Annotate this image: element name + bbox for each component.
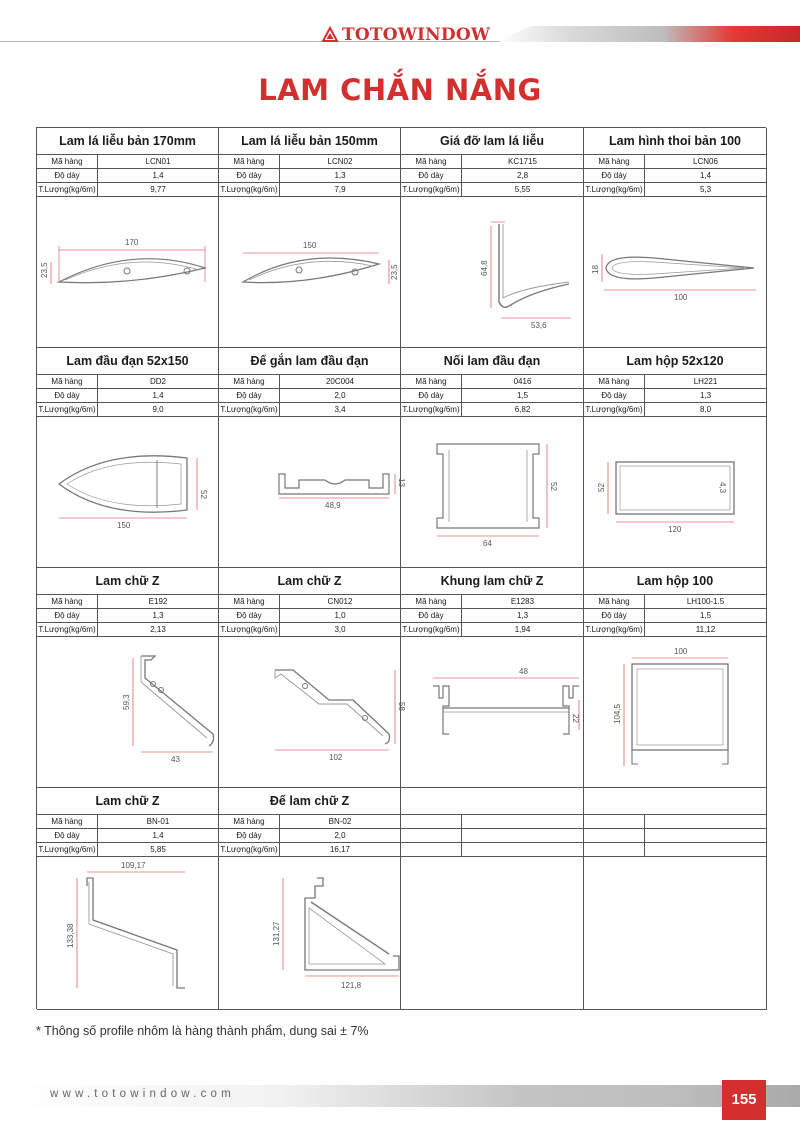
- dim-label: 4,3: [718, 482, 727, 494]
- spec-row-weight: [219, 183, 400, 197]
- profile-drawing: [584, 638, 766, 788]
- spec-label: Mã hàng: [584, 375, 645, 388]
- empty-title: [401, 788, 583, 815]
- product-card: [401, 348, 584, 568]
- product-title: Đế lam chữ Z: [219, 788, 400, 815]
- product-card: [584, 568, 767, 788]
- spec-value: 5,55: [514, 185, 531, 194]
- profile-z-bn01-icon: [37, 858, 219, 1010]
- profile-leaf-150-icon: [219, 198, 401, 348]
- spec-label: Độ dày: [401, 609, 462, 622]
- spec-label: T.Lượng(kg/6m): [584, 403, 645, 416]
- dim-label: 48: [519, 667, 528, 676]
- profile-drawing: [401, 198, 583, 348]
- spec-label: Mã hàng: [401, 375, 462, 388]
- product-title: Đế gắn lam đầu đạn: [219, 348, 400, 375]
- dim-label: 104,5: [613, 703, 622, 724]
- dim-label: 13: [397, 478, 406, 487]
- dim-label: 100: [674, 293, 688, 302]
- dim-label: 53,6: [531, 321, 547, 330]
- spec-value: 16,17: [329, 845, 351, 854]
- spec-row-code: [219, 815, 400, 829]
- spec-value: 6,82: [514, 405, 531, 414]
- spec-row-code: [401, 595, 583, 609]
- profile-drawing: [584, 198, 766, 348]
- empty-row: [584, 829, 766, 843]
- dim-label: 170: [125, 238, 139, 247]
- spec-row-code: [584, 375, 766, 389]
- spec-row-thickness: [37, 609, 218, 623]
- profile-drawing: [219, 858, 400, 1010]
- empty-row: [584, 815, 766, 829]
- header-stripes: [495, 26, 800, 42]
- spec-label: Mã hàng: [37, 595, 98, 608]
- dim-label: 131,27: [272, 921, 281, 946]
- product-card: [401, 128, 584, 348]
- spec-label: Độ dày: [219, 609, 280, 622]
- spec-row-weight: [37, 183, 218, 197]
- spec-label: T.Lượng(kg/6m): [401, 183, 462, 196]
- dim-label: 100: [674, 647, 688, 656]
- empty-card: [584, 788, 767, 1010]
- spec-value: E1283: [510, 597, 535, 606]
- product-card: [219, 568, 406, 788]
- spec-label: Mã hàng: [219, 595, 280, 608]
- spec-row-weight: [584, 403, 766, 417]
- dim-label: 150: [303, 241, 317, 250]
- spec-value: LCN02: [327, 157, 353, 166]
- dim-label: 23,5: [40, 262, 49, 278]
- spec-row-thickness: [219, 389, 400, 403]
- spec-value: 9,77: [150, 185, 166, 194]
- product-card: [219, 128, 401, 348]
- dim-label: 120: [668, 525, 682, 534]
- spec-value: 20C004: [325, 377, 355, 386]
- spec-label: T.Lượng(kg/6m): [37, 843, 98, 856]
- profile-drawing: [219, 198, 400, 348]
- spec-label: Độ dày: [37, 609, 98, 622]
- profile-bullet-icon: [37, 418, 219, 568]
- product-title: Nối lam đầu đạn: [401, 348, 583, 375]
- spec-label: Mã hàng: [584, 595, 645, 608]
- empty-row: [584, 843, 766, 857]
- empty-row: [401, 829, 583, 843]
- product-title: Khung lam chữ Z: [401, 568, 583, 595]
- spec-row-thickness: [584, 169, 766, 183]
- spec-label: T.Lượng(kg/6m): [584, 183, 645, 196]
- spec-row-weight: [37, 623, 218, 637]
- spec-value: 9,0: [152, 405, 164, 414]
- profile-drawing: [37, 198, 218, 348]
- spec-row-thickness: [37, 169, 218, 183]
- spec-label: Mã hàng: [401, 595, 462, 608]
- spec-label: Độ dày: [37, 829, 98, 842]
- spec-label: T.Lượng(kg/6m): [37, 623, 98, 636]
- product-title: Lam chữ Z: [219, 568, 400, 595]
- spec-value: 1,3: [516, 611, 529, 620]
- profile-rhombus-icon: [584, 198, 767, 348]
- spec-row-thickness: [37, 389, 218, 403]
- product-title: Lam hộp 52x120: [584, 348, 766, 375]
- spec-value: 1,5: [699, 611, 712, 620]
- dim-label: 23,5: [390, 264, 399, 280]
- dim-label: 102: [329, 753, 343, 762]
- dim-label: 59,3: [122, 694, 131, 710]
- spec-value: 3,4: [334, 405, 346, 414]
- profile-bracket-icon: [401, 198, 584, 348]
- spec-label: Độ dày: [37, 169, 98, 182]
- dim-label: 150: [117, 521, 131, 530]
- product-card: [584, 128, 767, 348]
- spec-value: 3,0: [334, 625, 346, 634]
- spec-label: T.Lượng(kg/6m): [37, 183, 98, 196]
- spec-value: 1,3: [699, 391, 712, 400]
- dim-label: 121,8: [341, 981, 362, 990]
- page-footer: [0, 1080, 800, 1120]
- product-card: [37, 128, 219, 348]
- profile-z-e192-icon: [37, 638, 219, 788]
- dim-label: 133,38: [66, 923, 75, 948]
- website-link[interactable]: www.totowindow.com: [50, 1088, 235, 1100]
- profile-z-base-icon: [219, 858, 401, 1010]
- spec-row-thickness: [401, 389, 583, 403]
- spec-value: 1,0: [334, 611, 346, 620]
- spec-label: Độ dày: [584, 169, 645, 182]
- profile-base-icon: [219, 418, 406, 568]
- spec-label: Độ dày: [584, 609, 645, 622]
- empty-title: [584, 788, 766, 815]
- spec-value: 1,4: [152, 831, 164, 840]
- product-card: [401, 568, 584, 788]
- empty-key: [584, 829, 645, 842]
- spec-value: 1,3: [152, 611, 164, 620]
- spec-value: 5,3: [699, 185, 712, 194]
- empty-row: [401, 815, 583, 829]
- spec-value: E192: [148, 597, 168, 606]
- spec-value: 8,0: [699, 405, 712, 414]
- product-title: Lam đầu đạn 52x150: [37, 348, 218, 375]
- spec-value: 2,8: [516, 171, 529, 180]
- spec-row-weight: [401, 403, 583, 417]
- spec-row-weight: [401, 623, 583, 637]
- spec-label: T.Lượng(kg/6m): [219, 403, 280, 416]
- profile-frame-z-icon: [401, 638, 584, 788]
- spec-value: 1,4: [152, 391, 164, 400]
- spec-label: Độ dày: [219, 829, 280, 842]
- spec-label: Độ dày: [584, 389, 645, 402]
- spec-label: T.Lượng(kg/6m): [37, 403, 98, 416]
- product-title: Lam chữ Z: [37, 788, 218, 815]
- spec-label: Độ dày: [219, 389, 280, 402]
- brand-name: TOTOWINDOW: [342, 25, 491, 45]
- dim-label: 43: [171, 755, 180, 764]
- spec-value: LH100-1.5: [686, 597, 725, 606]
- spec-label: T.Lượng(kg/6m): [219, 183, 280, 196]
- spec-value: 1,94: [514, 625, 531, 634]
- spec-row-weight: [37, 403, 218, 417]
- product-card: [219, 348, 406, 568]
- profile-z-cn012-icon: [219, 638, 406, 788]
- spec-label: T.Lượng(kg/6m): [219, 623, 280, 636]
- spec-value: 1,4: [699, 171, 712, 180]
- profile-box-52x120-icon: [584, 418, 767, 568]
- spec-row-weight: [584, 623, 766, 637]
- spec-label: Mã hàng: [37, 375, 98, 388]
- spec-label: Mã hàng: [401, 155, 462, 168]
- product-card: [37, 788, 219, 1010]
- product-title: Lam chữ Z: [37, 568, 218, 595]
- spec-label: Độ dày: [401, 169, 462, 182]
- spec-value: 1,3: [334, 171, 346, 180]
- empty-key: [584, 843, 645, 856]
- profile-drawing: [219, 418, 406, 568]
- spec-label: Mã hàng: [219, 375, 280, 388]
- spec-label: T.Lượng(kg/6m): [584, 623, 645, 636]
- spec-value: 2,0: [334, 831, 346, 840]
- spec-row-thickness: [401, 609, 583, 623]
- spec-label: T.Lượng(kg/6m): [219, 843, 280, 856]
- spec-value: LH221: [693, 377, 718, 386]
- product-title: Giá đỡ lam lá liễu: [401, 128, 583, 155]
- dim-label: 52: [549, 482, 558, 491]
- spec-label: Độ dày: [219, 169, 280, 182]
- empty-key: [401, 815, 462, 828]
- page-header: [0, 0, 800, 60]
- empty-card: [401, 788, 584, 1010]
- product-title: Lam hộp 100: [584, 568, 766, 595]
- spec-row-code: [37, 375, 218, 389]
- dim-label: 18: [591, 265, 600, 274]
- spec-row-code: [219, 595, 400, 609]
- spec-value: 2,0: [334, 391, 346, 400]
- empty-row: [401, 843, 583, 857]
- spec-value: BN-01: [146, 817, 170, 826]
- empty-key: [401, 843, 462, 856]
- logo-mark-icon: [322, 27, 338, 43]
- profile-leaf-170-icon: [37, 198, 219, 348]
- spec-value: 7,9: [334, 185, 346, 194]
- profile-connector-icon: [401, 418, 584, 568]
- spec-label: Mã hàng: [584, 155, 645, 168]
- product-grid: [36, 127, 766, 1009]
- profile-drawing: [219, 638, 406, 788]
- spec-row-code: [219, 375, 400, 389]
- spec-row-code: [37, 815, 218, 829]
- spec-label: T.Lượng(kg/6m): [401, 623, 462, 636]
- spec-row-thickness: [401, 169, 583, 183]
- product-card: [584, 348, 767, 568]
- spec-row-thickness: [219, 169, 400, 183]
- spec-row-weight: [401, 183, 583, 197]
- brand-logo: [322, 25, 490, 45]
- page-title: LAM CHẮN NẮNG: [258, 73, 542, 107]
- dim-label: 22: [571, 714, 580, 723]
- spec-value: 2,13: [150, 625, 166, 634]
- spec-row-weight: [584, 183, 766, 197]
- spec-row-weight: [219, 623, 400, 637]
- profile-drawing: [401, 638, 583, 788]
- spec-label: Mã hàng: [37, 815, 98, 828]
- product-card: [37, 348, 219, 568]
- spec-label: Độ dày: [401, 389, 462, 402]
- empty-key: [401, 829, 462, 842]
- product-card: [219, 788, 401, 1010]
- product-card: [37, 568, 219, 788]
- product-title: Lam lá liễu bản 170mm: [37, 128, 218, 155]
- spec-row-weight: [219, 843, 400, 857]
- spec-row-thickness: [584, 389, 766, 403]
- dim-label: 64,8: [480, 260, 489, 276]
- dim-label: 52: [597, 483, 606, 492]
- page-number: 155: [722, 1080, 766, 1120]
- spec-row-weight: [37, 843, 218, 857]
- spec-value: DD2: [149, 377, 166, 386]
- spec-row-weight: [219, 403, 400, 417]
- spec-value: CN012: [327, 597, 353, 606]
- profile-drawing: [584, 418, 766, 568]
- dim-label: 52: [199, 490, 208, 499]
- spec-value: BN-02: [328, 817, 352, 826]
- spec-row-thickness: [37, 829, 218, 843]
- spec-row-code: [401, 155, 583, 169]
- spec-row-code: [219, 155, 400, 169]
- spec-row-code: [584, 595, 766, 609]
- spec-row-thickness: [219, 609, 400, 623]
- spec-row-thickness: [219, 829, 400, 843]
- spec-value: LCN06: [693, 157, 718, 166]
- dim-label: 109,17: [121, 861, 146, 870]
- tolerance-footnote: * Thông số profile nhôm là hàng thành phẩm, dung sai ± 7%: [36, 1024, 369, 1038]
- dim-label: 58: [397, 702, 406, 711]
- spec-label: Mã hàng: [37, 155, 98, 168]
- product-title: Lam lá liễu bản 150mm: [219, 128, 400, 155]
- spec-value: 0416: [513, 377, 532, 386]
- spec-row-code: [584, 155, 766, 169]
- spec-value: LCN01: [145, 157, 171, 166]
- spec-label: T.Lượng(kg/6m): [401, 403, 462, 416]
- spec-value: KC1715: [508, 157, 537, 166]
- spec-label: Mã hàng: [219, 815, 280, 828]
- profile-drawing: [37, 858, 218, 1010]
- product-title: Lam hình thoi bản 100: [584, 128, 766, 155]
- spec-row-code: [37, 155, 218, 169]
- profile-box-100-icon: [584, 638, 767, 788]
- spec-label: Mã hàng: [219, 155, 280, 168]
- profile-drawing: [37, 418, 218, 568]
- spec-row-thickness: [584, 609, 766, 623]
- spec-value: 11,12: [695, 625, 716, 634]
- spec-value: 5,85: [150, 845, 166, 854]
- spec-value: 1,5: [516, 391, 529, 400]
- empty-key: [584, 815, 645, 828]
- profile-drawing: [401, 418, 583, 568]
- profile-drawing: [37, 638, 218, 788]
- spec-row-code: [37, 595, 218, 609]
- dim-label: 64: [483, 539, 492, 548]
- spec-value: 1,4: [152, 171, 164, 180]
- spec-label: Độ dày: [37, 389, 98, 402]
- spec-row-code: [401, 375, 583, 389]
- dim-label: 48,9: [325, 501, 341, 510]
